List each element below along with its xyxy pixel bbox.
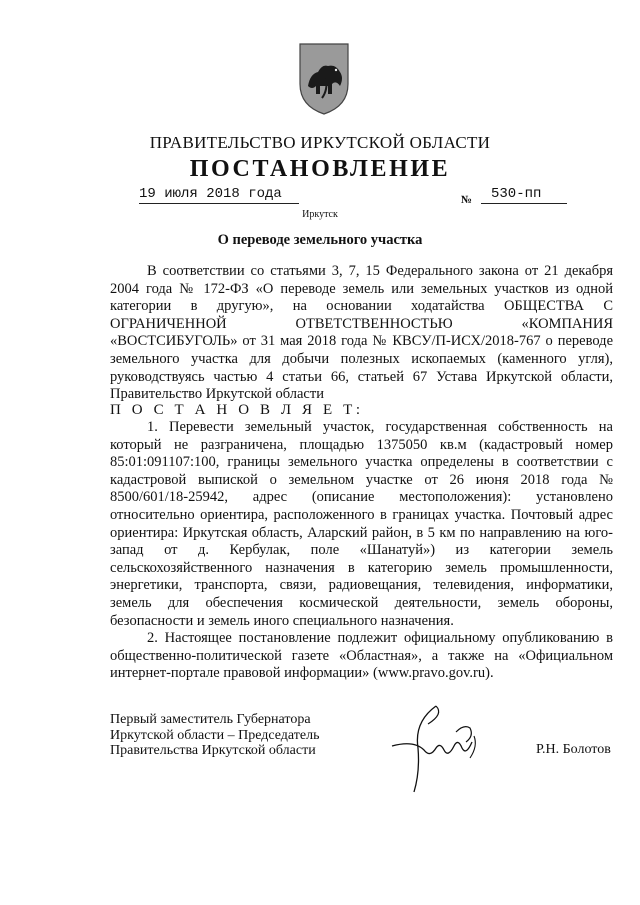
preamble-paragraph: В соответствии со статьями 3, 7, 15 Федерального закона от 21 декабря 2004 года № 172-ФЗ «О переводе земель или земельных участков из одной категории в другую», на основании ходатайства ОБЩЕСТВА С ОГРАНИЧЕННОЙ ОТВЕТСТВЕННОСТЬЮ «КОМПАНИЯ «ВОСТСИБУГОЛЬ» от 31 мая 2018 года № КВСУ/П-ИСХ/2018-767 о переводе земельного участка для добычи полезных ископаемых (каменного угля), руководствуясь частью 4 статьи 66, статьей 67 Устава Иркутской области, Правительство Иркутской области xyxy=(110,263,613,403)
resolves-heading: П О С Т А Н О В Л Я Е Т: xyxy=(110,402,364,418)
signer-title-line: Иркутской области – Председатель xyxy=(110,727,320,743)
document-subject: О переводе земельного участка xyxy=(217,232,423,248)
item-2-paragraph: 2. Настоящее постановление подлежит официальному опубликованию в общественно-политической газете «Областная», а также на «Официальном интернет-портале правовой информации» (www.pravo.gov.ru). xyxy=(110,630,613,682)
document-type-title: ПОСТАНОВЛЕНИЕ xyxy=(189,156,451,182)
number-sign: № xyxy=(461,194,473,206)
city-name: Иркутск xyxy=(302,209,338,220)
document-date: 19 июля 2018 года xyxy=(139,186,299,204)
signer-title xyxy=(110,712,319,759)
document-number: 530-пп xyxy=(481,186,567,204)
signer-name: Р.Н. Болотов xyxy=(536,742,611,757)
signer-title-line: Первый заместитель Губернатора xyxy=(110,712,311,727)
coat-of-arms-icon xyxy=(296,40,352,116)
handwritten-signature xyxy=(384,702,484,796)
item-1-paragraph: 1. Перевести земельный участок, государственная собственность на который не разграничена, площадью 1375050 кв.м (кадастровый номер 85:01:091107:100, границы земельного участка определены в соответствии с кадастровой выпиской о земельном участке от 26 июня 2018 года № 8500/601/18-25942, адрес (описание местоположения): установлено относительно ориентира, расположенного в границах участка. Почтовый адрес ориентира: Иркутская область, Аларский район, в 5 км по направлению на юго-запад от д. Кербулак, поле «Шанатуй») из категории земель сельскохозяйственного назначения в категорию земель промышленности, энергетики, транспорта, связи, радиовещания, телевидения, информатики, земель для обеспечения космической деятельности, земель обороны, безопасности и земель иного специального назначения. xyxy=(110,419,613,629)
government-name: ПРАВИТЕЛЬСТВО ИРКУТСКОЙ ОБЛАСТИ xyxy=(149,133,491,152)
signer-title-line: Правительства Иркутской области xyxy=(110,743,316,758)
